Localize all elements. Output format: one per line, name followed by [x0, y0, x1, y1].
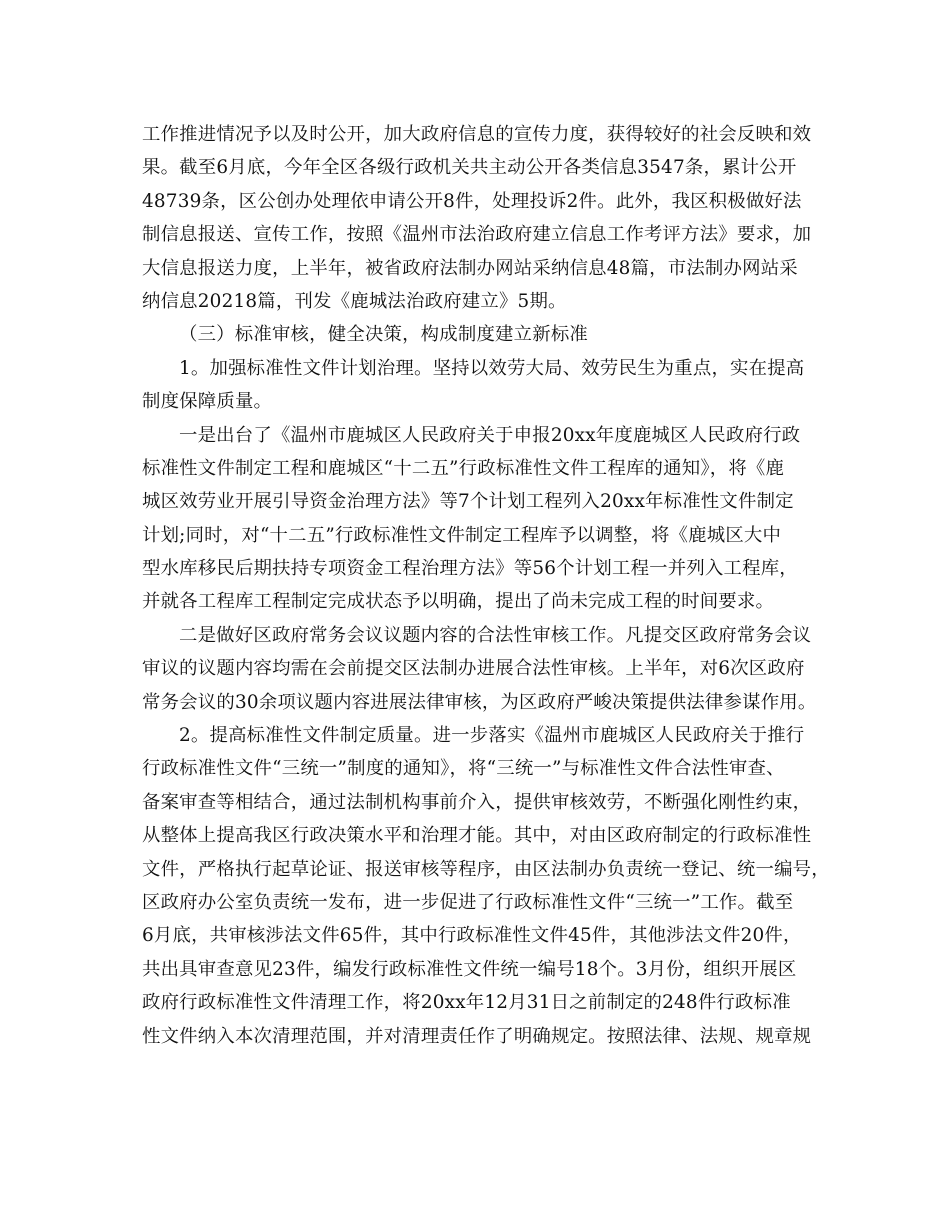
text-line-2: 果。截至6月底，今年全区各级行政机关共主动公开各类信息3547条，累计公开 [142, 157, 797, 179]
text-line-25: 6月底，共审核涉法文件65件，其中行政标准性文件45件，其他涉法文件20件， [142, 925, 802, 947]
text-line-19: 2。提高标准性文件制定质量。进一步落实《温州市鹿城区人民政府关于推行 [179, 725, 805, 747]
text-line-14: 型水库移民后期扶持专项资金工程治理方法》等56个计划工程一并列入工程库， [142, 558, 798, 580]
text-line-13: 计划;同时，对“十二五”行政标准性文件制定工程库予以调整，将《鹿城区大中 [142, 524, 782, 546]
text-line-4: 制信息报送、宣传工作，按照《温州市法治政府建立信息工作考评方法》要求，加 [142, 224, 812, 246]
text-line-10: 一是出台了《温州市鹿城区人民政府关于申报20xx年度鹿城区人民政府行政 [179, 424, 801, 446]
text-line-18: 常务会议的30余项议题内容进展法律审核，为区政府严峻决策提供法律参谋作用。 [142, 691, 817, 713]
text-line-27: 政府行政标准性文件清理工作，将20xx年12月31日之前制定的248件行政标准 [142, 992, 791, 1014]
text-line-15: 并就各工程库工程制定完成状态予以明确，提出了尚未完成工程的时间要求。 [142, 591, 775, 613]
text-line-21: 备案审查等相结合，通过法制机构事前介入，提供审核效劳，不断强化刚性约束， [142, 791, 812, 813]
text-line-16: 二是做好区政府常务会议议题内容的合法性审核工作。凡提交区政府常务会议 [179, 624, 812, 646]
text-line-9: 制度保障质量。 [142, 391, 273, 413]
text-line-17: 审议的议题内容均需在会前提交区法制办进展合法性审核。上半年，对6次区政府 [142, 658, 805, 680]
text-line-8: 1。加强标准性文件计划治理。坚持以效劳大局、效劳民生为重点，实在提高 [179, 357, 805, 379]
text-line-23: 文件，严格执行起草论证、报送审核等程序，由区法制办负责统一登记、统一编号， [142, 858, 830, 880]
text-line-11: 标准性文件制定工程和鹿城区“十二五”行政标准性文件工程库的通知》，将《鹿 [142, 457, 785, 479]
text-line-26: 共出具审查意见23件，编发行政标准性文件统一编号18个。3月份，组织开展区 [142, 958, 797, 980]
document-page [142, 118, 830, 1053]
text-line-28: 性文件纳入本次清理范围，并对清理责任作了明确规定。按照法律、法规、规章规 [142, 1025, 812, 1047]
text-line-1: 工作推进情况予以及时公开，加大政府信息的宣传力度，获得较好的社会反映和效 [142, 124, 812, 145]
text-line-24: 区政府办公室负责统一发布，进一步促进了行政标准性文件“三统一”工作。截至 [142, 891, 794, 913]
text-line-20: 行政标准性文件“三统一”制度的通知》，将“三统一”与标准性文件合法性审查、 [142, 758, 785, 780]
text-line-22: 从整体上提高我区行政决策水平和治理才能。其中，对由区政府制定的行政标准性 [142, 825, 812, 847]
section-heading: （三）标准审核，健全决策，构成制度建立新标准 [179, 324, 588, 346]
text-line-3: 48739条，区公创办处理依申请公开8件，处理投诉2件。此外，我区积极做好法 [142, 190, 802, 212]
text-line-5: 大信息报送力度，上半年，被省政府法制办网站采纳信息48篇，市法制办网站采 [142, 257, 798, 279]
text-line-12: 城区效劳业开展引导资金治理方法》等7个计划工程列入20xx年标准性文件制定 [142, 491, 794, 513]
text-line-6: 纳信息20218篇，刊发《鹿城法治政府建立》5期。 [142, 290, 567, 312]
